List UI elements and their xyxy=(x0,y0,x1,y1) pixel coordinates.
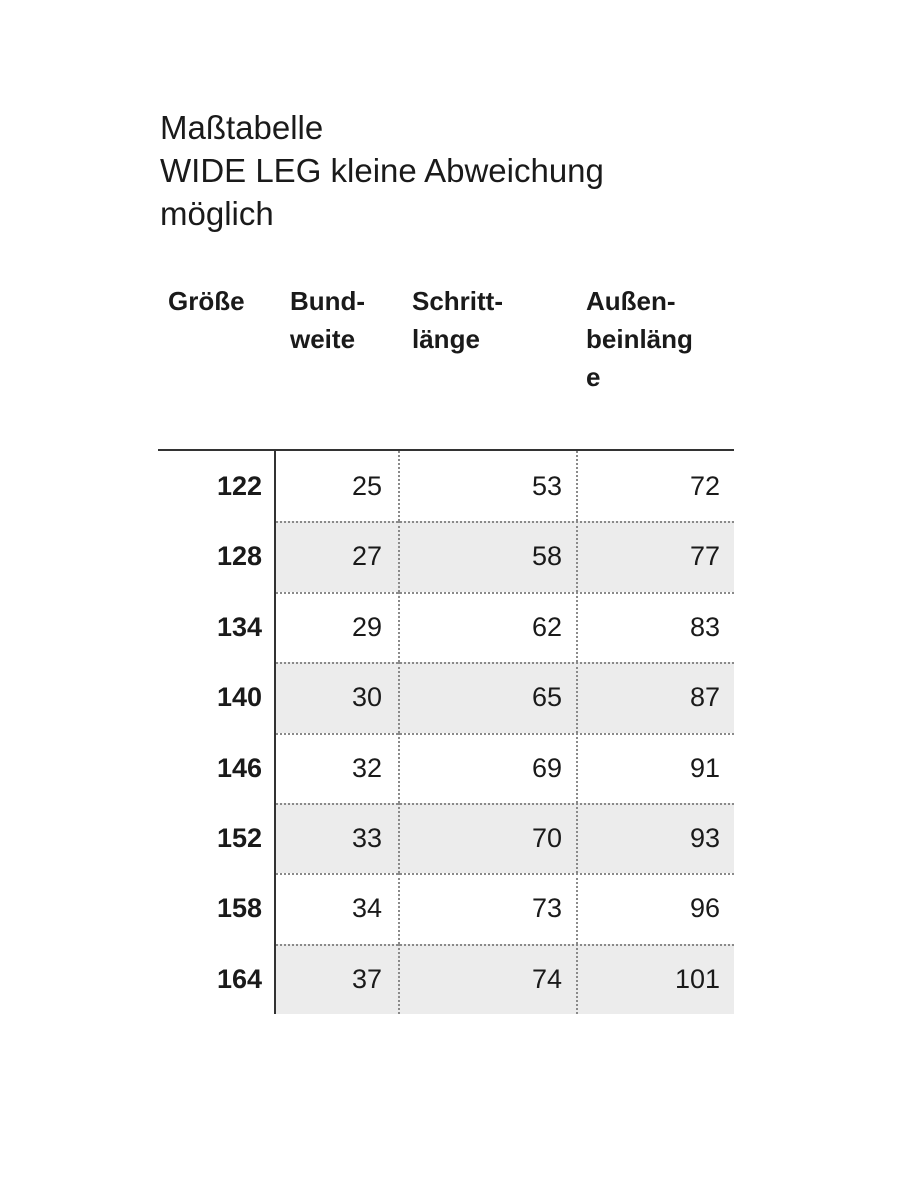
header-waist-line-1: Bund- xyxy=(290,286,366,316)
header-inseam xyxy=(412,282,503,358)
header-inseam-line-1: Schritt- xyxy=(412,286,503,316)
size-table xyxy=(158,449,734,1014)
page-title xyxy=(160,106,760,235)
cell-waist: 27 xyxy=(351,541,382,572)
cell-waist: 30 xyxy=(351,682,382,713)
table-body xyxy=(158,451,734,1014)
cell-size: 128 xyxy=(216,541,262,572)
cell-inseam: 74 xyxy=(531,963,562,994)
cell-waist: 37 xyxy=(351,963,382,994)
header-size-line: Größe xyxy=(168,286,245,316)
cell-size: 122 xyxy=(216,471,262,501)
cell-waist: 32 xyxy=(351,752,382,783)
table-left-rule xyxy=(274,449,276,1014)
cell-size: 140 xyxy=(216,682,262,713)
table-row xyxy=(158,733,734,803)
cell-inseam: 65 xyxy=(531,682,562,713)
cell-outseam: 96 xyxy=(689,893,720,924)
cell-outseam: 72 xyxy=(689,471,720,501)
cell-outseam: 93 xyxy=(689,822,720,853)
header-waist-line-2: weite xyxy=(290,324,356,354)
cell-waist: 25 xyxy=(351,471,382,501)
table-row xyxy=(158,521,734,591)
cell-waist: 33 xyxy=(351,822,382,853)
header-waist xyxy=(290,282,365,358)
cell-inseam: 58 xyxy=(531,541,562,572)
cell-inseam: 53 xyxy=(531,471,562,501)
cell-inseam: 70 xyxy=(531,822,562,853)
table-row xyxy=(158,662,734,732)
header-outseam-line-1: Außen- xyxy=(586,286,676,316)
cell-size: 134 xyxy=(216,611,262,642)
header-outseam xyxy=(586,282,693,396)
title-line-1: Maßtabelle xyxy=(160,109,324,146)
cell-size: 152 xyxy=(216,822,262,853)
cell-outseam: 83 xyxy=(689,611,720,642)
cell-waist: 34 xyxy=(351,893,382,924)
cell-waist: 29 xyxy=(351,611,382,642)
cell-inseam: 62 xyxy=(531,611,562,642)
cell-size: 158 xyxy=(216,893,262,924)
table-row xyxy=(158,451,734,521)
cell-size: 146 xyxy=(216,752,262,783)
cell-outseam: 91 xyxy=(689,752,720,783)
cell-outseam: 87 xyxy=(689,682,720,713)
table-row xyxy=(158,592,734,662)
header-outseam-line-2: beinläng xyxy=(586,324,693,354)
cell-inseam: 73 xyxy=(531,893,562,924)
header-size xyxy=(168,282,245,320)
title-line-3: möglich xyxy=(160,195,274,232)
table-row xyxy=(158,873,734,943)
cell-outseam: 101 xyxy=(674,963,720,994)
table-row xyxy=(158,803,734,873)
cell-inseam: 69 xyxy=(531,752,562,783)
title-line-2: WIDE LEG kleine Abweichung xyxy=(160,152,604,189)
cell-outseam: 77 xyxy=(689,541,720,572)
header-inseam-line-2: länge xyxy=(412,324,480,354)
table-top-rule xyxy=(158,449,734,451)
cell-size: 164 xyxy=(216,963,262,994)
table-row xyxy=(158,944,734,1014)
header-outseam-line-3: e xyxy=(586,362,601,392)
